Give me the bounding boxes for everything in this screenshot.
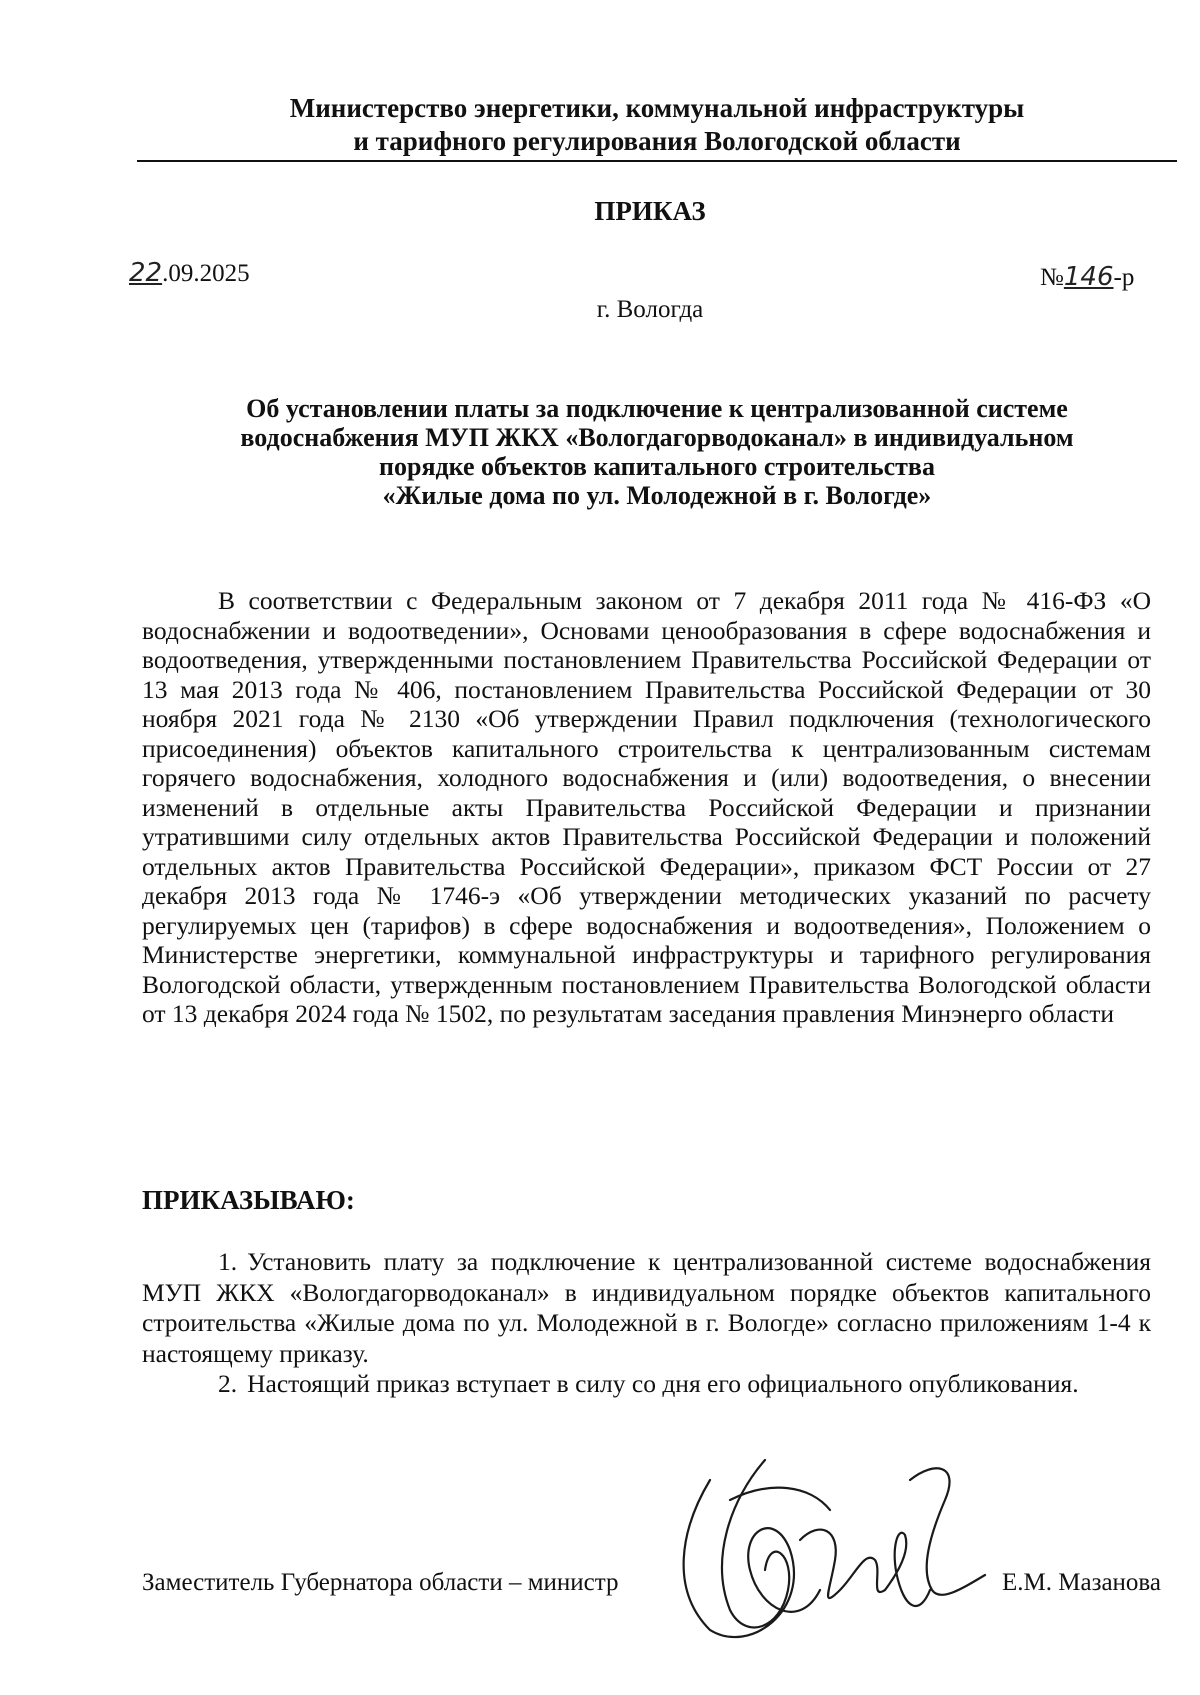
order-item-text: Установить плату за подключение к централизованной системе водоснабжения МУП ЖКХ «Вологдагорводоканал» в индивидуальном порядке объектов капитального строительства «Жилые дома по ул. Молодежной в г. Вологде» согласно приложениям 1-4 к настоящему приказу. [142, 1247, 1151, 1368]
preamble-paragraph: В соответствии с Федеральным законом от 7 декабря 2011 года № 416-ФЗ «О водоснабжении и водоотведении», Основами ценообразования в сфере водоснабжения и водоотведения, утвержденными постановлением Правительства Российской Федерации от 13 мая 2013 года № 406, постановлением Правительства Российской Федерации от 30 ноября 2021 года № 2130 «Об утверждении Правил подключения (технологического присоединения) объектов капитального строительства к централизованным системам горячего водоснабжения, холодного водоснабжения и (или) водоотведения, о внесении изменений в отдельные акты Правительства Российской Федерации и признании утратившими силу отдельных актов Правительства Российской Федерации и положений отдельных актов Правительства Российской Федерации», приказом ФСТ России от 27 декабря 2013 года № 1746-э «Об утверждении методических указаний по расчету регулируемых цен (тарифов) в сфере водоснабжения и водоотведения», Положением о Министерстве энергетики, коммунальной инфраструктуры и тарифного регулирования Вологодской области, утвержденным постановлением Правительства Вологодской области от 13 декабря 2024 года № 1502, по результатам заседания правления Минэнерго области [142, 586, 1151, 1028]
document-date [129, 258, 250, 288]
handwritten-signature-icon [670, 1440, 990, 1650]
signatory-position: Заместитель Губернатора области – министр [142, 1569, 619, 1596]
title-line-2: водоснабжения МУП ЖКХ «Вологдагорводоканал» в индивидуальном [240, 423, 1074, 452]
header-divider [137, 160, 1177, 162]
order-item-2 [142, 1369, 1151, 1400]
date-rest: .09.2025 [162, 260, 250, 287]
document-title [137, 394, 1177, 510]
order-item-text: Настоящий приказ вступает в силу со дня его официального опубликования. [247, 1369, 1079, 1398]
order-item-1 [142, 1247, 1151, 1369]
ministry-header [137, 92, 1177, 158]
order-item-number: 2. [218, 1369, 238, 1398]
ministry-line-2: и тарифного регулирования Вологодской области [353, 126, 961, 156]
number-handwritten: 146 [1063, 262, 1114, 292]
order-items [142, 1247, 1151, 1400]
number-suffix: -р [1113, 264, 1135, 291]
title-line-3: порядке объектов капитального строительства [379, 452, 935, 481]
document-city: г. Вологда [596, 296, 704, 323]
document-number [1040, 262, 1134, 292]
date-day-handwritten: 22 [129, 258, 163, 288]
document-type: ПРИКАЗ [594, 196, 706, 226]
ministry-line-1: Министерство энергетики, коммунальной инфраструктуры [289, 93, 1025, 123]
order-word: ПРИКАЗЫВАЮ: [142, 1185, 355, 1215]
number-prefix: № [1040, 264, 1064, 291]
order-item-number: 1. [218, 1247, 238, 1276]
signatory-name: Е.М. Мазанова [1002, 1569, 1161, 1596]
title-line-1: Об установлении платы за подключение к централизованной системе [246, 394, 1068, 423]
title-line-4: «Жилые дома по ул. Молодежной в г. Вологде» [382, 481, 932, 510]
